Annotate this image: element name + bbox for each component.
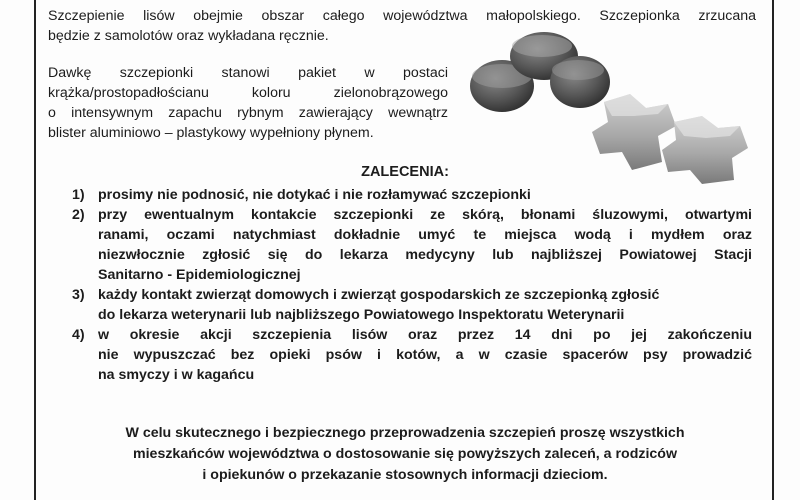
bait-disc: [550, 56, 610, 108]
description-line: Dawkę szczepionki stanowi pakiet w postaci: [48, 65, 448, 81]
bait-block: [662, 116, 748, 184]
item-line: nie wypuszczać bez opieki psów i kotów, a w czasie spacerów psy prowadzić: [98, 347, 752, 363]
item-line: w okresie akcji szczepienia lisów oraz przez 14 dni po jej zakończeniu: [98, 327, 752, 343]
recommendations-list: [72, 185, 752, 385]
page-border-right: [772, 0, 774, 500]
intro-line: Szczepienie lisów obejmie obszar całego województwa małopolskiego. Szczepionka zrzucana: [48, 8, 756, 24]
item-line: niezwłocznie zgłosić się do lekarza medycyny lub najbliższej Powiatowej Stacji: [98, 247, 752, 263]
intro-line: będzie z samolotów oraz wykładana ręcznie.: [48, 28, 329, 44]
item-number: 2): [72, 207, 85, 223]
vaccine-description: [48, 63, 448, 143]
item-line: ranami, oczami natychmiast dokładnie umyć te miejsca wodą i mydłem oraz: [98, 227, 752, 243]
item-line: Sanitarno - Epidemiologicznej: [98, 267, 301, 283]
recommendations-heading: ZALECENIA:: [361, 164, 449, 180]
bait-block: [592, 94, 676, 170]
item-line: prosimy nie podnosić, nie dotykać i nie rozłamywać szczepionki: [98, 187, 531, 203]
closing-line: W celu skutecznego i bezpiecznego przeprowadzenia szczepień proszę wszystkich: [125, 425, 685, 441]
description-line: krążka/prostopadłościanu koloru zielonobrązowego: [48, 85, 448, 101]
list-item: [72, 285, 752, 325]
item-line: przy ewentualnym kontakcie szczepionki ze skórą, błonami śluzowymi, otwartymi: [98, 207, 752, 223]
item-line: każdy kontakt zwierząt domowych i zwierząt gospodarskich ze szczepionką zgłosić: [98, 287, 660, 303]
closing-line: mieszkańców województwa o dostosowanie się powyższych zaleceń, a rodziców: [133, 446, 677, 462]
item-line: do lekarza weterynarii lub najbliższego Powiatowego Inspektoratu Weterynarii: [98, 307, 625, 323]
closing-paragraph: [60, 423, 750, 486]
closing-line: i opiekunów o przekazanie stosownych informacji dzieciom.: [202, 467, 608, 483]
vaccine-bait-photo: [462, 24, 762, 184]
item-number: 1): [72, 187, 85, 203]
item-number: 3): [72, 287, 85, 303]
description-line: o intensywnym zapachu rybnym zawierający wewnątrz: [48, 105, 448, 121]
description-line: blister aluminiowo – plastykowy wypełniony płynem.: [48, 125, 374, 141]
item-line: na smyczy i w kagańcu: [98, 367, 255, 383]
list-item: [72, 205, 752, 285]
list-item: [72, 325, 752, 385]
page-border-left: [34, 0, 36, 500]
item-number: 4): [72, 327, 85, 343]
list-item: [72, 185, 752, 205]
